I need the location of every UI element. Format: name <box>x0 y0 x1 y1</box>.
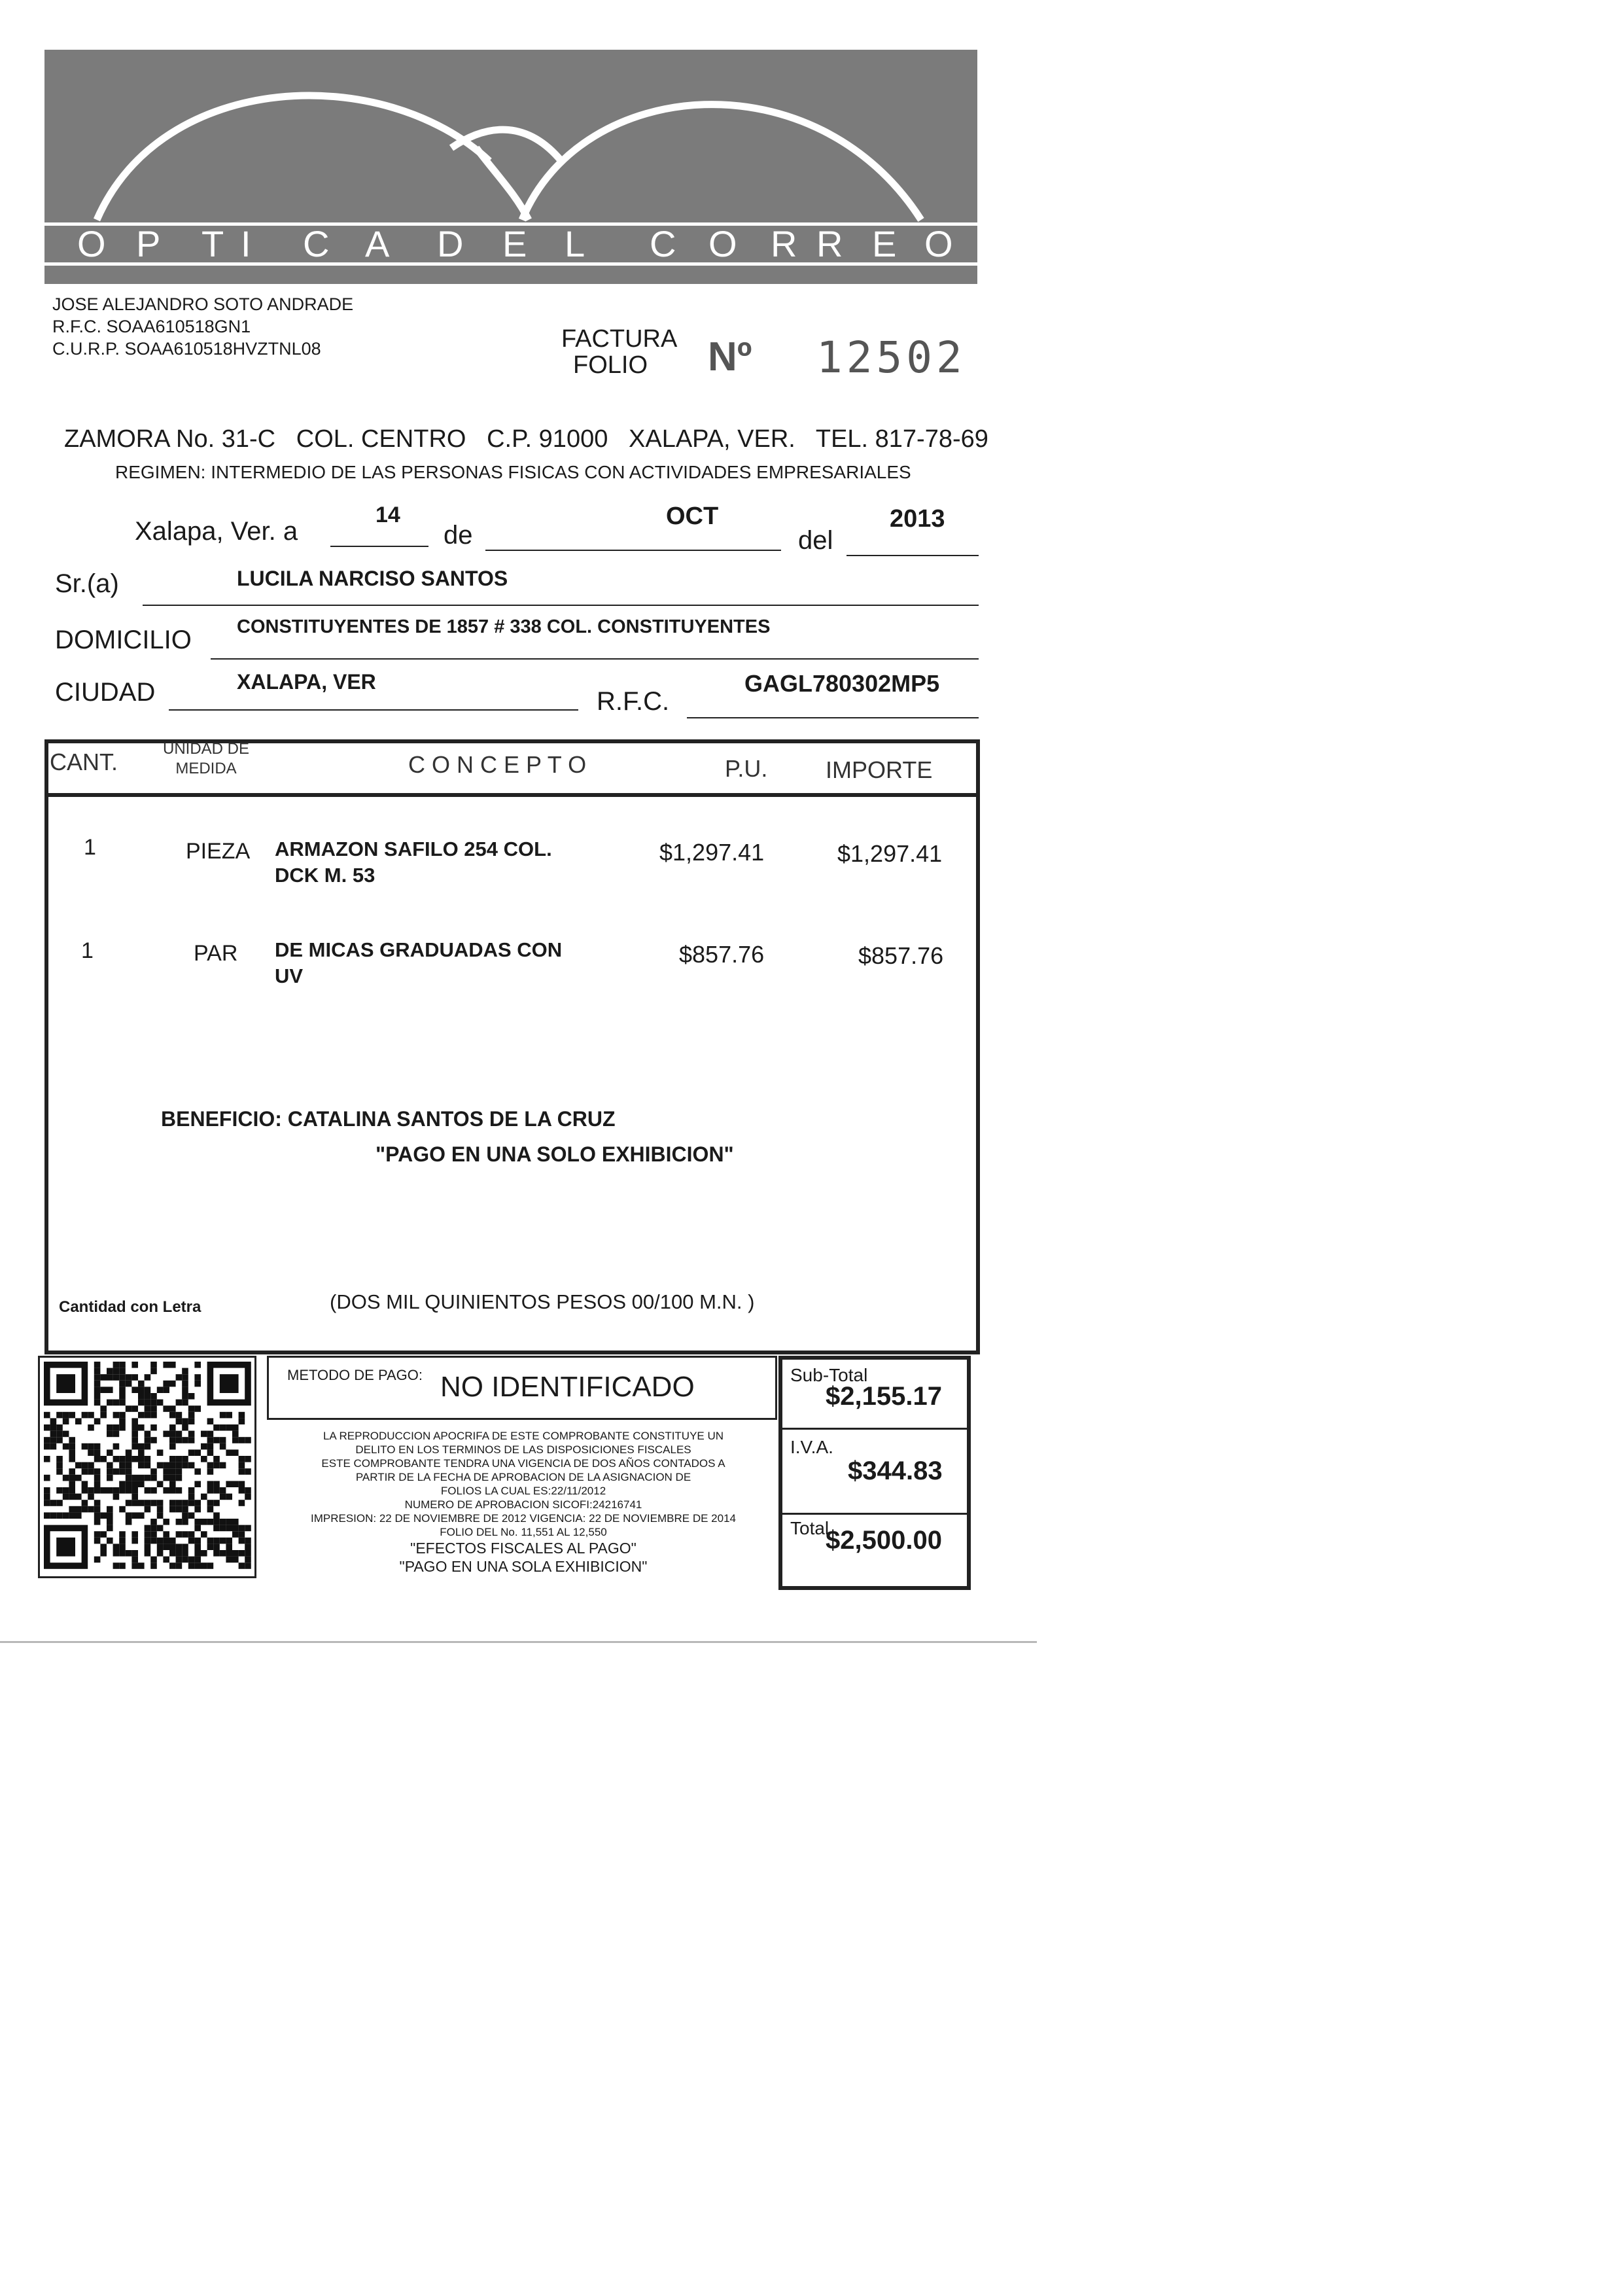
qr-code <box>38 1356 256 1578</box>
invoice-label-line2: FOLIO <box>572 351 648 379</box>
business-address: ZAMORA No. 31-C COL. CENTRO C.P. 91000 XALAPA, VER. TEL. 817-78-69 <box>64 425 988 453</box>
subtotal-label: Sub-Total <box>790 1365 868 1385</box>
legal-line: DELITO EN LOS TERMINOS DE LAS DISPOSICIONES FISCALES <box>355 1443 691 1456</box>
row-1-qty: 1 <box>84 835 96 860</box>
date-day-line <box>330 546 428 547</box>
legal-line: LA REPRODUCCION APOCRIFA DE ESTE COMPROBANTE CONSTITUYE UN <box>323 1430 724 1442</box>
row-2-unit: PAR <box>194 941 238 966</box>
header-unit <box>157 739 255 779</box>
row-1-concept-line2: DCK M. 53 <box>275 864 375 887</box>
date-place-label: Xalapa, Ver. a <box>135 517 298 546</box>
brand-letter: R <box>816 223 843 264</box>
row-2-qty: 1 <box>81 938 94 963</box>
client-name: LUCILA NARCISO SANTOS <box>237 567 508 590</box>
beneficiary: BENEFICIO: CATALINA SANTOS DE LA CRUZ <box>161 1107 616 1131</box>
legal-line: PARTIR DE LA FECHA DE APROBACION DE LA ASIGNACION DE <box>355 1471 691 1483</box>
invoice-label <box>561 325 678 379</box>
qr-code-graphic <box>40 1358 254 1576</box>
client-rfc-label: R.F.C. <box>597 687 670 716</box>
header-concept: C O N C E P T O <box>408 751 587 778</box>
legal-notice <box>275 1429 772 1576</box>
header-price: P.U. <box>725 755 768 782</box>
date-del-label: del <box>798 526 833 555</box>
brand-letter: E <box>502 223 527 264</box>
payment-method-label: METODO DE PAGO: <box>287 1367 423 1383</box>
brand-letter: L <box>565 223 585 264</box>
date-de-label: de <box>444 521 473 550</box>
brand-letter: T <box>201 223 224 264</box>
paper-edge <box>0 1641 1037 1643</box>
invoice-label-line1: FACTURA <box>561 325 678 353</box>
totals-box <box>778 1356 971 1590</box>
date-month-line <box>485 550 781 551</box>
brand-letter: O <box>77 223 106 264</box>
row-1-unit: PIEZA <box>186 839 251 864</box>
legal-line: ESTE COMPROBANTE TENDRA UNA VIGENCIA DE DOS AÑOS CONTADOS A <box>321 1457 725 1470</box>
folio-number: 12502 <box>816 332 966 383</box>
brand-letter: A <box>365 223 390 264</box>
row-2-concept <box>275 937 562 989</box>
header-unit-line2: MEDIDA <box>175 760 237 777</box>
owner-curp: C.U.R.P. SOAA610518HVZTNL08 <box>52 339 321 359</box>
row-2-concept-line2: UV <box>275 964 304 987</box>
row-2-concept-line1: DE MICAS GRADUADAS CON <box>275 938 563 961</box>
row-2-amount: $857.76 <box>858 942 944 969</box>
brand-letter: R <box>771 223 797 264</box>
iva-label: I.V.A. <box>790 1437 833 1457</box>
owner-info <box>52 293 353 360</box>
amount-words: (DOS MIL QUINIENTOS PESOS 00/100 M.N. ) <box>330 1290 755 1313</box>
brand-letter: O <box>924 223 953 264</box>
client-rfc-line <box>687 717 979 718</box>
total-value: $2,500.00 <box>826 1526 942 1555</box>
brand-letter: E <box>872 223 897 264</box>
totals-divider <box>782 1513 967 1515</box>
client-city: XALAPA, VER <box>237 670 376 694</box>
client-name-line <box>143 605 979 606</box>
client-city-line <box>169 709 578 711</box>
date-year-line <box>846 555 979 556</box>
row-1-concept <box>275 836 552 889</box>
header-amount: IMPORTE <box>826 756 933 783</box>
brand-letter: I <box>241 223 251 264</box>
brand-letter: D <box>437 223 464 264</box>
header-qty: CANT. <box>50 749 118 775</box>
client-name-label: Sr.(a) <box>55 569 119 598</box>
brand-letter: C <box>650 223 676 264</box>
payment-method-box <box>267 1356 777 1420</box>
header-unit-line1: UNIDAD DE <box>162 740 249 758</box>
legal-line: NUMERO DE APROBACION SICOFI:24216741 <box>404 1498 642 1511</box>
legal-quote-line: "PAGO EN UNA SOLA EXHIBICION" <box>399 1558 648 1575</box>
row-1-amount: $1,297.41 <box>837 840 943 867</box>
banner-bottom-bar <box>44 270 977 283</box>
client-city-label: CIUDAD <box>55 678 156 707</box>
row-1-concept-line1: ARMAZON SAFILO 254 COL. <box>275 838 552 860</box>
legal-quote-line: "EFECTOS FISCALES AL PAGO" <box>410 1540 637 1557</box>
client-address-label: DOMICILIO <box>55 626 192 654</box>
date-year: 2013 <box>890 505 945 533</box>
owner-name: JOSE ALEJANDRO SOTO ANDRADE <box>52 294 354 314</box>
date-month: OCT <box>666 503 719 530</box>
table-header-separator <box>44 793 980 797</box>
number-sign: Nº <box>708 334 752 380</box>
brand-letter: C <box>303 223 330 264</box>
tax-regime: REGIMEN: INTERMEDIO DE LAS PERSONAS FISICAS CON ACTIVIDADES EMPRESARIALES <box>115 462 911 482</box>
brand-name-strip <box>44 222 977 266</box>
legal-line: FOLIO DEL No. 11,551 AL 12,550 <box>440 1526 607 1538</box>
row-1-price: $1,297.41 <box>659 839 765 866</box>
date-day: 14 <box>375 503 400 527</box>
row-2-price: $857.76 <box>679 941 765 968</box>
brand-letter: P <box>136 223 161 264</box>
iva-value: $344.83 <box>848 1457 943 1485</box>
legal-line: FOLIOS LA CUAL ES:22/11/2012 <box>440 1485 606 1497</box>
payment-note: "PAGO EN UNA SOLO EXHIBICION" <box>375 1142 734 1166</box>
totals-divider <box>782 1428 967 1430</box>
client-rfc: GAGL780302MP5 <box>744 670 940 697</box>
client-address-line <box>211 658 979 660</box>
client-address: CONSTITUYENTES DE 1857 # 338 COL. CONSTITUYENTES <box>237 616 771 637</box>
payment-method-value: NO IDENTIFICADO <box>440 1371 695 1403</box>
owner-rfc: R.F.C. SOAA610518GN1 <box>52 317 251 336</box>
subtotal-value: $2,155.17 <box>826 1382 942 1411</box>
items-table <box>44 739 980 1354</box>
legal-line: IMPRESION: 22 DE NOVIEMBRE DE 2012 VIGENCIA: 22 DE NOVIEMBRE DE 2014 <box>311 1512 736 1525</box>
amount-words-label: Cantidad con Letra <box>59 1298 201 1316</box>
total-label: Total <box>790 1518 829 1538</box>
brand-letter: O <box>708 223 737 264</box>
